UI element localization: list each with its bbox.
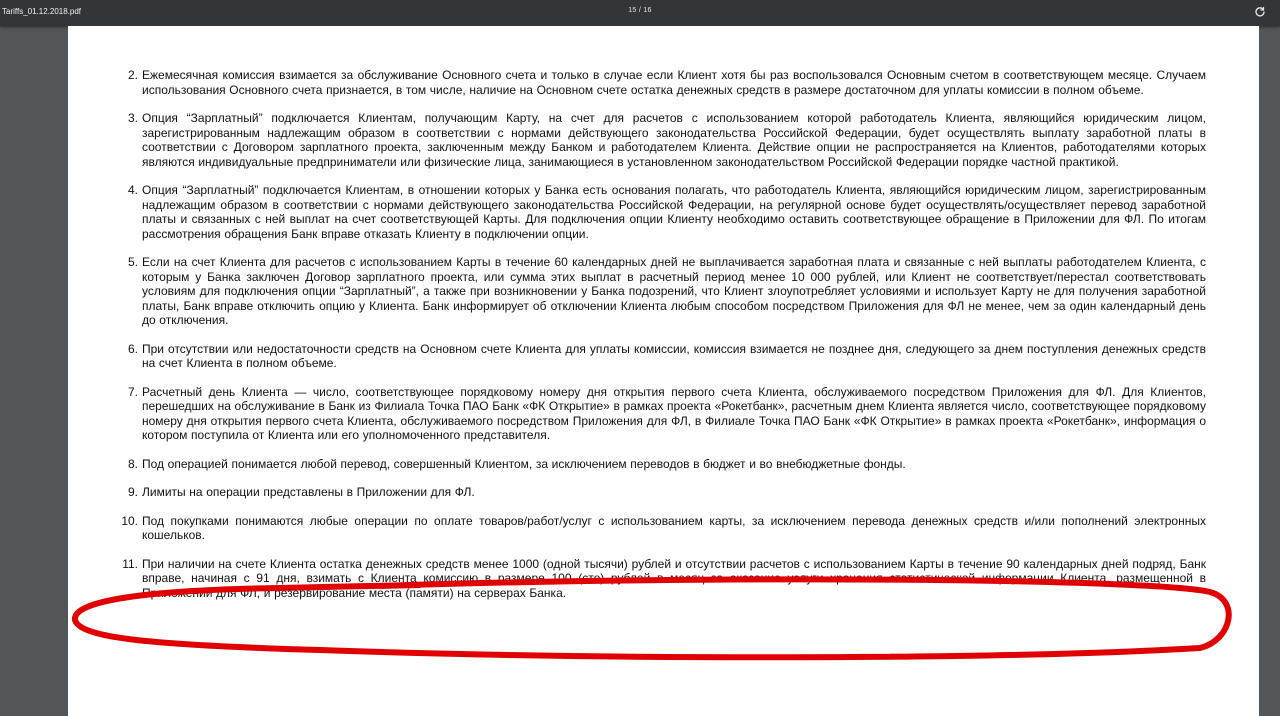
list-item [118, 514, 1206, 543]
pdf-viewer-toolbar [0, 0, 1280, 26]
item-text: При отсутствии или недостаточности средств на Основном счете Клиента для уплаты комиссии, комиссия взимается не позднее дня, следующего за днем поступления денежных средств на счет Клиента в полном объеме. [142, 341, 1206, 370]
numbered-list [118, 68, 1206, 614]
item-number: 6. [127, 341, 138, 356]
list-item [118, 183, 1206, 241]
page-indicator[interactable]: 15 / 16 [628, 7, 652, 14]
item-text: Если на счет Клиента для расчетов с использованием Карты в течение 60 календарных дней не выплачивается заработная плата и связанные с ней выплаты работодателем Клиента, с которым у Банка заключен Договор зарплатного проекта, или сумма этих выплат в расчетный период менее 10 000 рублей, или Клиент не соответствует/перестал соответствовать условиям для подключения опции “Зарплатный”, а также при возникновении у Банка подозрений, что Клиент злоупотребляет условиями и использует Карту не для получения заработной платы, Банк вправе отключить опцию у Клиента. Банк информирует об отключении Клиента любым способом посредством Приложения для ФЛ не менее, чем за один календарный день до отключения. [142, 255, 1206, 327]
list-item [118, 385, 1206, 443]
list-item [118, 68, 1206, 97]
item-number: 4. [127, 183, 138, 197]
item-number: 8. [127, 456, 138, 471]
list-item-highlighted [118, 557, 1206, 601]
rotate-icon[interactable] [1253, 5, 1267, 19]
list-item [118, 111, 1206, 169]
item-number: 9. [127, 485, 138, 499]
item-number: 7. [127, 384, 138, 399]
list-item [118, 485, 1206, 500]
item-text: Лимиты на операции представлены в Приложении для ФЛ. [142, 485, 475, 499]
item-text: Под операцией понимается любой перевод, совершенный Клиентом, за исключением переводов в бюджет и во внебюджетные фонды. [142, 456, 906, 471]
item-number: 10. [121, 513, 138, 528]
item-text: Расчетный день Клиента — число, соответствующее порядковому номеру дня открытия первого счета Клиента, обслуживаемого посредством Приложения для ФЛ. Для Клиентов, перешедших на обслуживание в Банк из Филиала Точка ПАО Банк «ФК Открытие» в рамках проекта «Рокетбанк», расчетным днем Клиента является число, соответствующее порядковому номеру дня открытия первого счета Клиента, обслуживаемого посредством Приложения для ФЛ, в Филиале Точка ПАО Банк «ФК Открытие» в рамках проекта «Рокетбанк», информация о котором поступила от Клиента или его уполномоченного представителя. [142, 384, 1206, 442]
item-text: Опция “Зарплатный” подключается Клиентам, в отношении которых у Банка есть основания полагать, что работодатель Клиента, являющийся юридическим лицом, зарегистрированным надлежащим образом в соответствии с нормами действующего законодательства Российской Федерации, на регулярной основе будет осуществлять/осуществляет перевод заработной платы и связанных с ней выплат на счет соответствующей Карты. Для подключения опции Клиенту необходимо оставить соответствующее обращение в Приложении для ФЛ. По итогам рассмотрения обращения Банк вправе отказать Клиенту в подключении опции. [142, 183, 1206, 241]
list-item [118, 255, 1206, 328]
item-number: 5. [127, 255, 138, 269]
list-item [118, 342, 1206, 371]
item-text: Под покупками понимаются любые операции по оплате товаров/работ/услуг с использованием карты, за исключением перевода денежных средств и/или пополнений электронных кошельков. [142, 513, 1206, 542]
item-number: 11. [122, 556, 138, 571]
list-item [118, 457, 1206, 472]
item-number: 3. [127, 111, 138, 125]
item-text: Опция “Зарплатный” подключается Клиентам, получающим Карту, на счет для расчетов с использованием которой работодатель Клиента, являющийся юридическим лицом, зарегистрированным надлежащим образом в соответствии с нормами действующего законодательства Российской Федерации, будет осуществлять выплату заработной платы в соответствии с Договором зарплатного проекта, заключенным между Банком и работодателем Клиента. Действие опции не распространяется на Клиентов, работодателями которых являются индивидуальные предприниматели или физические лица, занимающиеся в установленном законодательством Российской Федерации порядке частной практикой. [142, 111, 1206, 169]
pdf-page [68, 26, 1259, 716]
item-text: Ежемесячная комиссия взимается за обслуживание Основного счета и только в случае если Клиент хотя бы раз воспользовался Основным счетом в соответствующем месяце. Случаем использования Основного счета признается, в том числе, наличие на Основном счете остатка денежных средств в размере достаточном для уплаты комиссии в полном объеме. [142, 68, 1206, 97]
item-text: При наличии на счете Клиента остатка денежных средств менее 1000 (одной тысячи) рублей и отсутствии расчетов с использованием Карты в течение 90 календарных дней подряд, Банк вправе, начиная с 91 дня, взимать с Клиента комиссию в размере 100 (сто) рублей в месяц за оказание услуги хранения статистической информации Клиента, размещенной в Приложении для ФЛ, и резервирование места (памяти) на серверах Банка. [142, 556, 1206, 600]
item-number: 2. [127, 68, 138, 82]
file-name: Tariffs_01.12.2018.pdf [2, 7, 82, 16]
